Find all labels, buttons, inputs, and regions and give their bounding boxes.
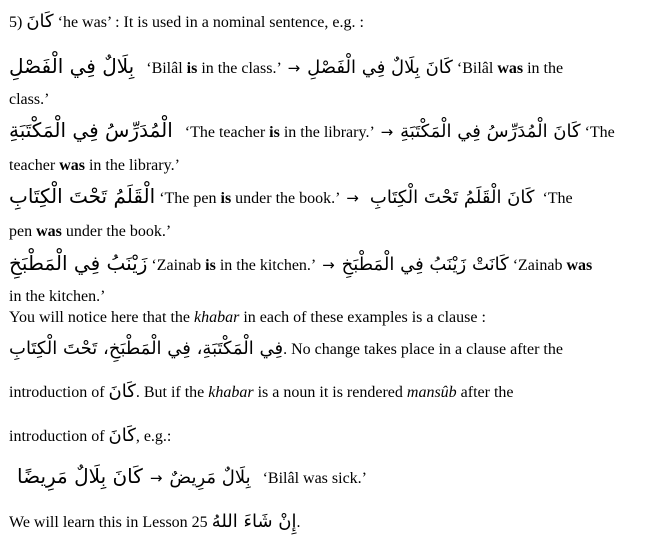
clauses-arabic: فِي الْمَكْتَبَةِ، فِي الْمَطْبَخِ، تَحْتَ الْكِتَابِ [9,338,284,359]
item5-heading [9,12,364,33]
ex1-english-is: ‘Bilâl is in the class.’ [146,60,281,77]
arabic-kana: كَانَ [108,425,136,446]
ex3-continuation: pen was under the book.’ [9,223,172,240]
clauses-line [9,339,563,360]
arrow-icon: → [287,59,301,77]
arrow-icon: → [149,469,163,487]
mansub-term: mansûb [406,384,457,401]
khabar-term: khabar [194,309,240,326]
ex4-continuation: in the kitchen.’ [9,288,106,305]
ex2-english-was-start: ‘The [584,124,615,141]
item-number: 5) [9,14,23,31]
ex1-arabic-kana: كَانَ بِلَالٌ فِي الْفَصْلِ [307,57,453,78]
example-2 [9,120,615,143]
ex5-arabic-nominal: بِلَالٌ مَرِيضٌ [169,467,251,488]
ex3-arabic-nominal: الْقَلَمُ تَحْتَ الْكِتَابِ [9,184,156,208]
ex3-english-was-start: ‘The [542,190,573,207]
arabic-kana: كَانَ [108,381,136,402]
ex2-arabic-nominal: الْمُدَرِّسُ فِي الْمَكْتَبَةِ [9,118,173,142]
ex4-arabic-kana: كَانَتْ زَيْنَبُ فِي الْمَطْبَخِ [341,254,509,275]
ex5-arabic-kana: كَانَ بِلَالٌ مَرِيضًا [17,464,143,488]
arrow-icon: → [346,189,359,207]
arabic-kana: كَانَ [26,11,54,32]
ex4-english-is: ‘Zainab is in the kitchen.’ [151,257,316,274]
ex4-arabic-nominal: زَيْنَبُ فِي الْمَطْبَخِ [9,251,148,275]
example-3 [9,186,573,209]
ex1-english-was: ‘Bilâl was in the [456,60,564,77]
introduction-line-1: introduction of كَانَ. But if the khabar is a noun it is rendered mansûb after the [9,381,514,402]
arrow-icon: → [380,123,394,141]
example-5 [9,466,367,489]
item-description: : It is used in a nominal sentence, e.g. : [115,14,364,31]
example-1 [9,56,563,79]
arrow-icon: → [322,256,335,274]
gloss: ‘he was’ [57,14,112,31]
clauses-text: . No change takes place in a clause after the [283,341,563,358]
insha-allah-arabic: إِنْ شَاءَ اللهُ [211,511,297,532]
ex2-continuation: teacher was in the library.’ [9,157,180,174]
khabar-term: khabar [208,384,254,401]
ex5-english: ‘Bilâl was sick.’ [262,470,367,487]
ex3-english-is: ‘The pen is under the book.’ [159,190,340,207]
ex1-continuation: class.’ [9,91,50,108]
example-4 [9,253,592,276]
ex3-arabic-kana: كَانَ الْقَلَمُ تَحْتَ الْكِتَابِ [369,187,535,208]
ex2-arabic-kana: كَانَ الْمُدَرِّسُ فِي الْمَكْتَبَةِ [400,121,581,142]
ex4-english-was: ‘Zainab was [512,257,593,274]
notice-paragraph: You will notice here that the khabar in each of these examples is a clause : [9,309,486,326]
lesson-line: We will learn this in Lesson 25 إِنْ شَاءَ اللهُ. [9,511,301,532]
introduction-line-2: introduction of كَانَ, e.g.: [9,425,172,446]
ex1-arabic-nominal: بِلَالٌ فِي الْفَصْلِ [9,54,135,78]
ex2-english-is: ‘The teacher is in the library.’ [184,124,374,141]
